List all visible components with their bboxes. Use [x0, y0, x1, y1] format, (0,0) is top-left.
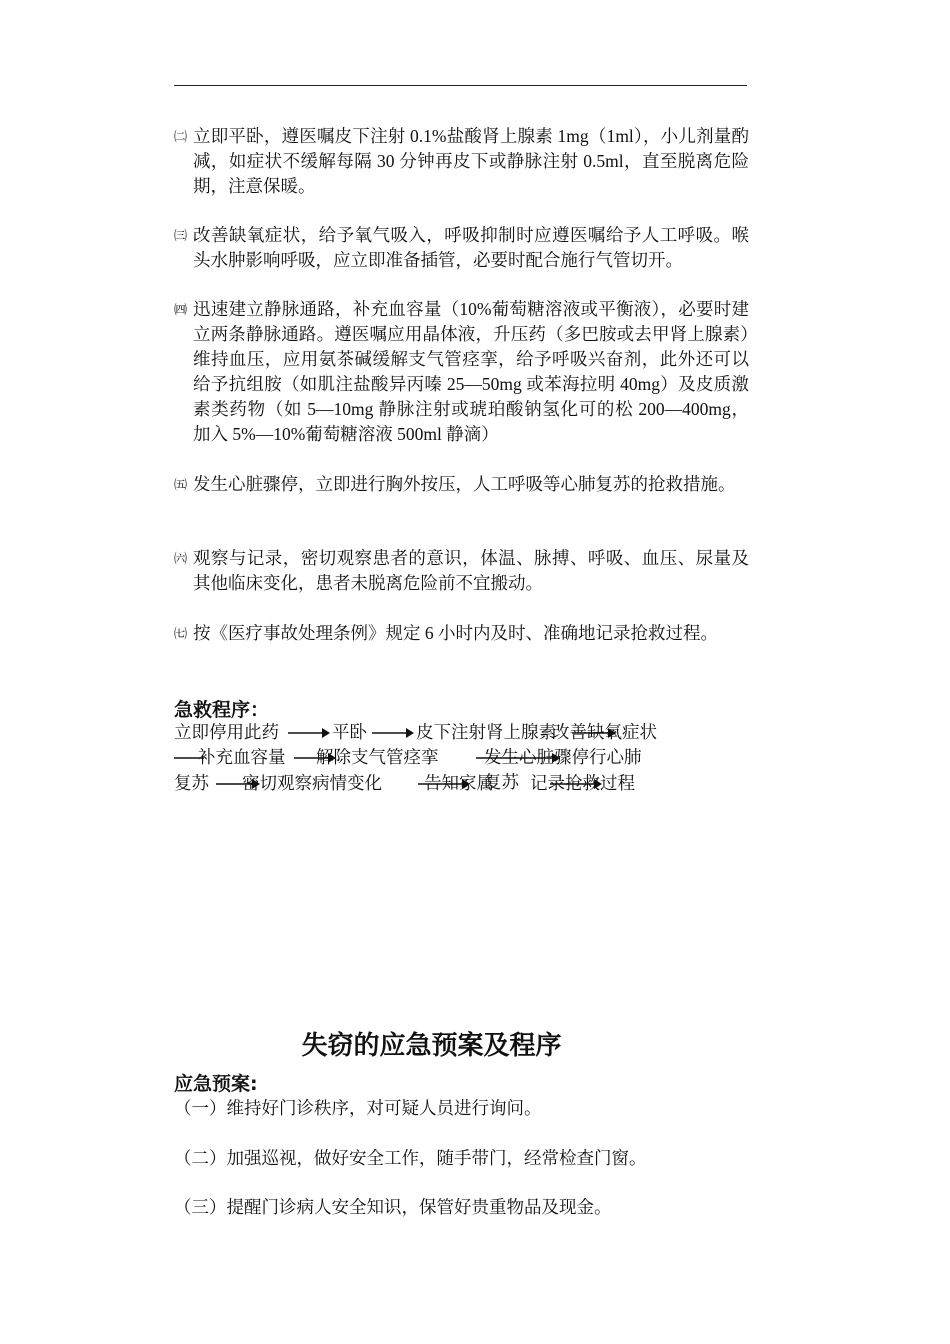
procedure-heading: 急救程序：	[174, 699, 270, 721]
plan-item: （三）提醒门诊病人安全知识，保管好贵重物品及现金。	[174, 1197, 612, 1217]
procedure-step: 补充血容量	[198, 747, 286, 767]
procedure-step: 改善缺氧症状	[552, 722, 657, 742]
procedure-step: 平卧	[332, 722, 367, 742]
item-text: 立即平卧，遵医嘱皮下注射 0.1%盐酸肾上腺素 1mg（1ml），小儿剂量酌减，如症状不缓解每隔 30 分钟再皮下或静脉注射 0.5ml，直至脱离危险期，注意保暖。	[193, 126, 749, 196]
procedure-step: 发生心脏骤停行心肺复苏	[484, 747, 642, 792]
procedure-step-continued: 复苏	[174, 773, 209, 793]
item-number: ㈦	[174, 626, 187, 641]
item-number: ㈣	[174, 302, 187, 317]
arrow-icon	[288, 720, 330, 745]
plan-heading: 应急预案:	[174, 1073, 258, 1095]
procedure-step: 解除支气管痉挛	[316, 747, 439, 767]
arrow-icon	[372, 720, 414, 745]
item-number: ㈥	[174, 551, 187, 566]
list-item	[174, 621, 749, 646]
item-number: ㈢	[174, 228, 187, 243]
header-rule	[174, 85, 747, 86]
item-number: ㈡	[174, 129, 187, 144]
plan-item: （一）维持好门诊秩序，对可疑人员进行询问。	[174, 1098, 542, 1118]
list-item	[174, 546, 749, 596]
list-item	[174, 124, 749, 199]
procedure-step: 记录抢救过程	[530, 773, 635, 793]
item-text: 发生心脏骤停，立即进行胸外按压，人工呼吸等心肺复苏的抢救措施。	[193, 474, 736, 494]
procedure-step: 密切观察病情变化	[242, 773, 382, 793]
item-text: 迅速建立静脉通路，补充血容量（10%葡萄糖溶液或平衡液），必要时建立两条静脉通路。遵医嘱应用晶体液，升压药（多巴胺或去甲肾上腺素）维持血压，应用氨茶碱缓解支气管痉挛，给予呼吸兴奋剂，此外还可以给予抗组胺（如肌注盐酸异丙嗪 25—50mg 或苯海拉明 40mg）及皮质激素类药物（如 5—10mg 静脉注射或琥珀酸钠氢化可的松 200—400mg，加入 5%—10%葡萄糖溶液 500ml 静滴）	[193, 299, 749, 444]
item-number: ㈤	[174, 477, 187, 492]
item-text: 改善缺氧症状，给予氧气吸入，呼吸抑制时应遵医嘱给予人工呼吸。喉头水肿影响呼吸，应立即准备插管，必要时配合施行气管切开。	[193, 225, 749, 270]
list-item	[174, 223, 749, 273]
procedure-step: 立即停用此药	[174, 722, 279, 742]
section-title: 失窃的应急预案及程序	[301, 1031, 562, 1061]
list-item	[174, 472, 749, 497]
plan-item: （二）加强巡视，做好安全工作，随手带门，经常检查门窗。	[174, 1148, 647, 1168]
procedure-step: 告知家属	[424, 773, 494, 793]
procedure-step: 皮下注射肾上腺素	[416, 722, 556, 742]
item-text: 按《医疗事故处理条例》规定 6 小时内及时、准确地记录抢救过程。	[193, 623, 718, 643]
list-item	[174, 297, 749, 447]
item-text: 观察与记录，密切观察患者的意识，体温、脉搏、呼吸、血压、尿量及其他临床变化，患者未脱离危险前不宜搬动。	[193, 548, 749, 593]
